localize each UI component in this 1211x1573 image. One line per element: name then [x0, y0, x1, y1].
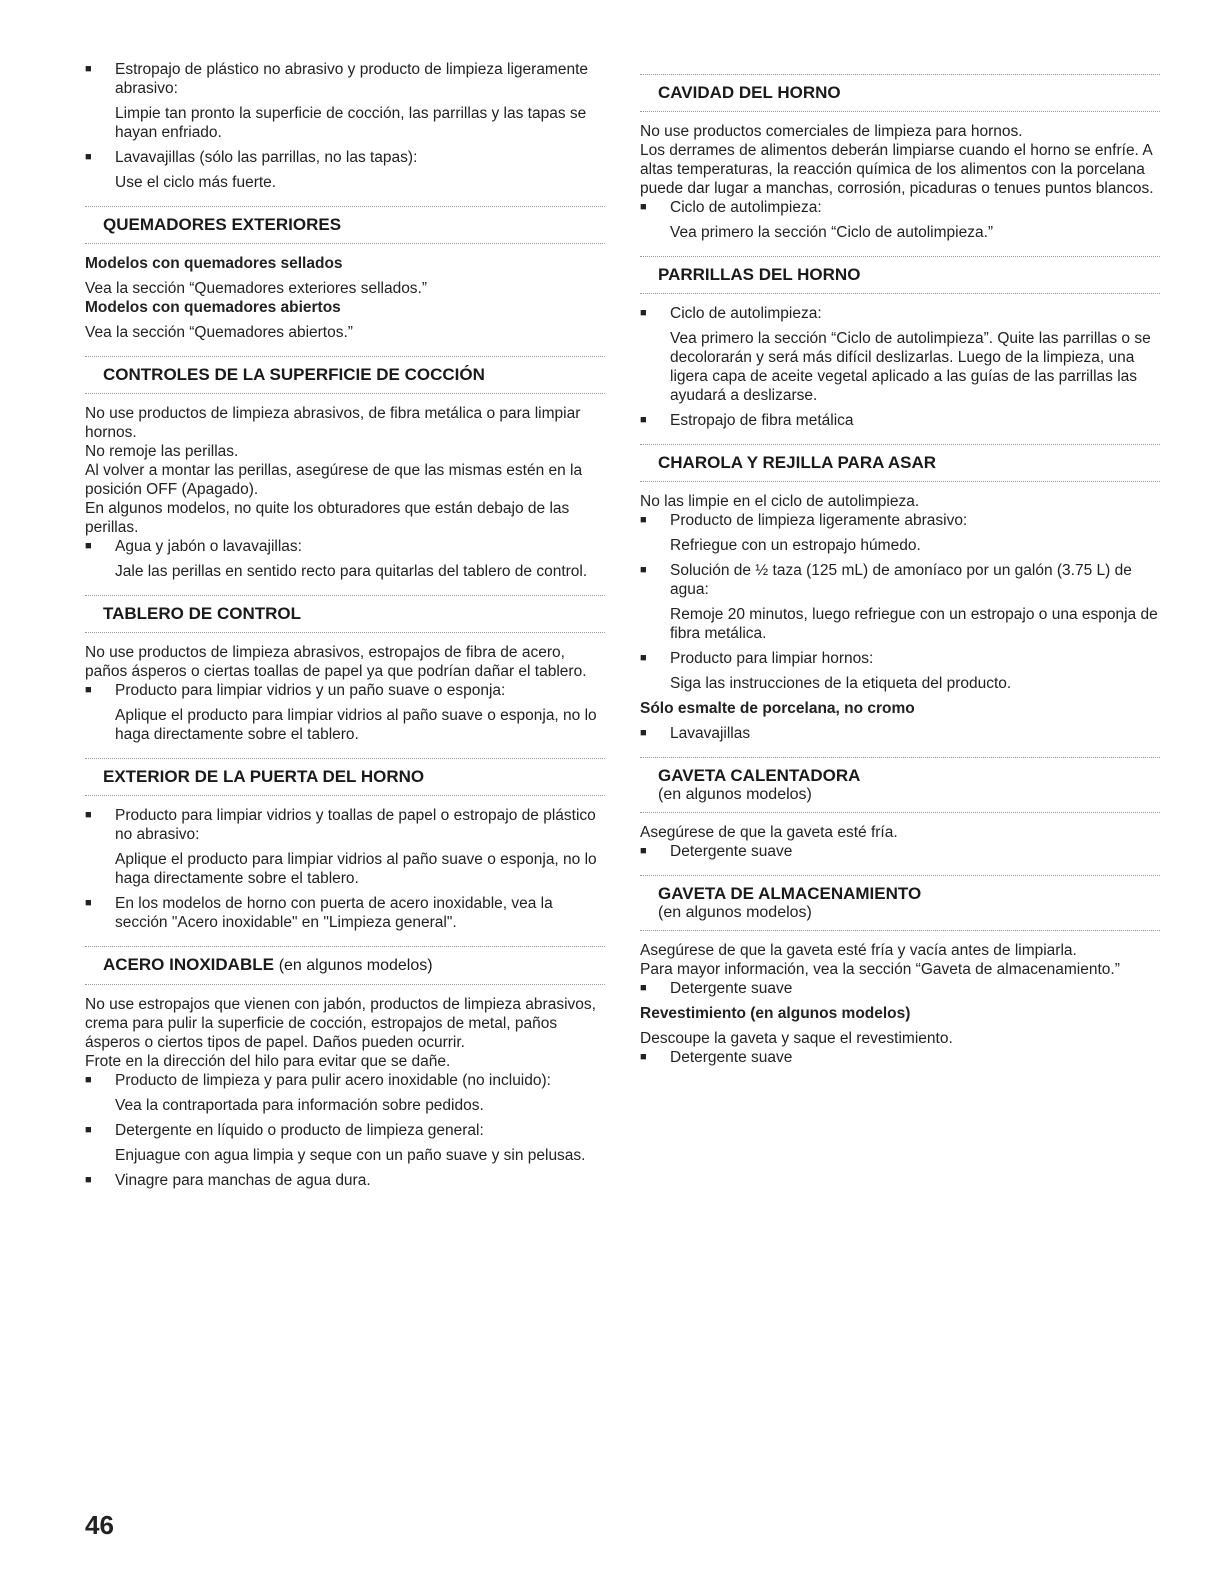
paragraph: Frote en la dirección del hilo para evitar que se dañe.: [85, 1053, 451, 1070]
paragraph: Asegúrese de que la gaveta esté fría y vacía antes de limpiarla.: [640, 942, 1077, 959]
indented-text: Use el ciclo más fuerte.: [115, 174, 277, 191]
indented-text: Vea la contraportada para información sobre pedidos.: [115, 1097, 484, 1114]
section-header: [640, 444, 1160, 482]
bullet-item: ■ Detergente en líquido o producto de limpieza general:: [85, 1121, 605, 1140]
bullet-item: ■ Lavavajillas: [640, 724, 1160, 743]
paragraph: Descoupe la gaveta y saque el revestimiento.: [640, 1030, 953, 1047]
section-title: GAVETA CALENTADORA: [658, 766, 861, 785]
section-title: QUEMADORES EXTERIORES: [103, 215, 342, 234]
paragraph: En algunos modelos, no quite los obturadores que están debajo de las perillas.: [85, 500, 570, 536]
right-column: [640, 60, 1160, 1073]
indented-text: Limpie tan pronto la superficie de cocción, las parrillas y las tapas se hayan enfriado.: [115, 105, 587, 141]
section-header: [85, 206, 605, 244]
bullet-item: ■ Lavavajillas (sólo las parrillas, no las tapas):: [85, 148, 605, 167]
subheading: Sólo esmalte de porcelana, no cromo: [640, 700, 915, 717]
indented-text: Vea primero la sección “Ciclo de autolimpieza”. Quite las parrillas o se decolorarán y será más difícil deslizarlas. Luego de la limpieza, una ligera capa de aceite vegetal aplicado a las guías de las parrillas las ayudará a deslizarse.: [670, 330, 1151, 404]
indented-text: Aplique el producto para limpiar vidrios al paño suave o esponja, no lo haga directamente sobre el tablero.: [115, 851, 597, 887]
bullet-item: ■ Producto para limpiar vidrios y un paño suave o esponja:: [85, 681, 605, 700]
page-number: 46: [85, 1510, 114, 1540]
bullet-item: ■ Vinagre para manchas de agua dura.: [85, 1171, 605, 1190]
bullet-item: ■ Producto para limpiar hornos:: [640, 649, 1160, 668]
paragraph: Para mayor información, vea la sección “Gaveta de almacenamiento.”: [640, 961, 1120, 978]
paragraph: Al volver a montar las perillas, asegúrese de que las mismas estén en la posición OFF (Apagado).: [85, 462, 583, 498]
paragraph: No las limpie en el ciclo de autolimpieza.: [640, 493, 920, 510]
section-subtitle: (en algunos modelos): [658, 904, 812, 921]
paragraph: No use estropajos que vienen con jabón, productos de limpieza abrasivos, crema para pulir la superficie de cocción, estropajos de metal, paños ásperos o ciertos tipos de papel. Daños pueden ocurrir.: [85, 996, 596, 1051]
paragraph: Vea la sección “Quemadores abiertos.”: [85, 324, 353, 341]
indented-text: Vea primero la sección “Ciclo de autolimpieza.”: [670, 224, 994, 241]
paragraph: Los derrames de alimentos deberán limpiarse cuando el horno se enfríe. A altas temperaturas, la reacción química de los alimentos con la porcelana puede dar lugar a manchas, corrosión, picaduras o tenues puntos blancos.: [640, 142, 1154, 197]
section-header: [85, 946, 605, 985]
section-title: CAVIDAD DEL HORNO: [658, 83, 841, 102]
paragraph: No use productos de limpieza abrasivos, de fibra metálica o para limpiar hornos.: [85, 405, 581, 441]
bullet-item: ■ Producto para limpiar vidrios y toallas de papel o estropajo de plástico no abrasivo:: [85, 806, 605, 844]
bullet-item: ■ Detergente suave: [640, 842, 1160, 861]
section-header: [85, 758, 605, 796]
paragraph: Asegúrese de que la gaveta esté fría.: [640, 824, 898, 841]
paragraph: No remoje las perillas.: [85, 443, 239, 460]
section-title: TABLERO DE CONTROL: [103, 604, 302, 623]
paragraph: Vea la sección “Quemadores exteriores sellados.”: [85, 280, 428, 297]
section-header: [640, 757, 1160, 813]
section-header: [85, 356, 605, 394]
section-title: GAVETA DE ALMACENAMIENTO: [658, 884, 922, 903]
section-title: PARRILLAS DEL HORNO: [658, 265, 861, 284]
indented-text: Aplique el producto para limpiar vidrios al paño suave o esponja, no lo haga directamente sobre el tablero.: [115, 707, 597, 743]
section-title: CONTROLES DE LA SUPERFICIE DE COCCIÓN: [103, 365, 485, 384]
left-column: [85, 60, 605, 1196]
indented-text: Refriegue con un estropajo húmedo.: [670, 537, 921, 554]
indented-text: Remoje 20 minutos, luego refriegue con un estropajo o una esponja de fibra metálica.: [670, 606, 1158, 642]
bullet-item: ■ Ciclo de autolimpieza:: [640, 198, 1160, 217]
bullet-item: ■ Producto de limpieza ligeramente abrasivo:: [640, 511, 1160, 530]
subheading: Modelos con quemadores abiertos: [85, 299, 341, 316]
section-title-note: (en algunos modelos): [278, 957, 433, 974]
indented-text: Jale las perillas en sentido recto para quitarlas del tablero de control.: [115, 563, 588, 580]
subheading: Modelos con quemadores sellados: [85, 255, 343, 272]
section-title: CHAROLA Y REJILLA PARA ASAR: [658, 453, 937, 472]
section-header: [640, 256, 1160, 294]
bullet-item: ■ Estropajo de fibra metálica: [640, 411, 1160, 430]
bullet-item: ■ En los modelos de horno con puerta de acero inoxidable, vea la sección "Acero inoxidable" en "Limpieza general".: [85, 894, 605, 932]
paragraph: No use productos comerciales de limpieza para hornos.: [640, 123, 1023, 140]
section-title: ACERO INOXIDABLE: [103, 955, 274, 974]
bullet-item: ■ Detergente suave: [640, 1048, 1160, 1067]
bullet-item: ■ Detergente suave: [640, 979, 1160, 998]
subheading: Revestimiento (en algunos modelos): [640, 1005, 911, 1022]
section-title: EXTERIOR DE LA PUERTA DEL HORNO: [103, 767, 425, 786]
section-header: [85, 595, 605, 633]
section-header: [640, 875, 1160, 931]
indented-text: Siga las instrucciones de la etiqueta del producto.: [670, 675, 1012, 692]
section-header: [640, 74, 1160, 112]
indented-text: Enjuague con agua limpia y seque con un paño suave y sin pelusas.: [115, 1147, 586, 1164]
bullet-item: ■ Estropajo de plástico no abrasivo y producto de limpieza ligeramente abrasivo:: [85, 60, 605, 98]
bullet-item: ■ Agua y jabón o lavavajillas:: [85, 537, 605, 556]
bullet-item: ■ Solución de ½ taza (125 mL) de amoníaco por un galón (3.75 L) de agua:: [640, 561, 1160, 599]
bullet-item: ■ Producto de limpieza y para pulir acero inoxidable (no incluido):: [85, 1071, 605, 1090]
section-subtitle: (en algunos modelos): [658, 786, 812, 803]
paragraph: No use productos de limpieza abrasivos, estropajos de fibra de acero, paños ásperos o ciertas toallas de papel ya que podrían dañar el tablero.: [85, 644, 587, 680]
bullet-item: ■ Ciclo de autolimpieza:: [640, 304, 1160, 323]
